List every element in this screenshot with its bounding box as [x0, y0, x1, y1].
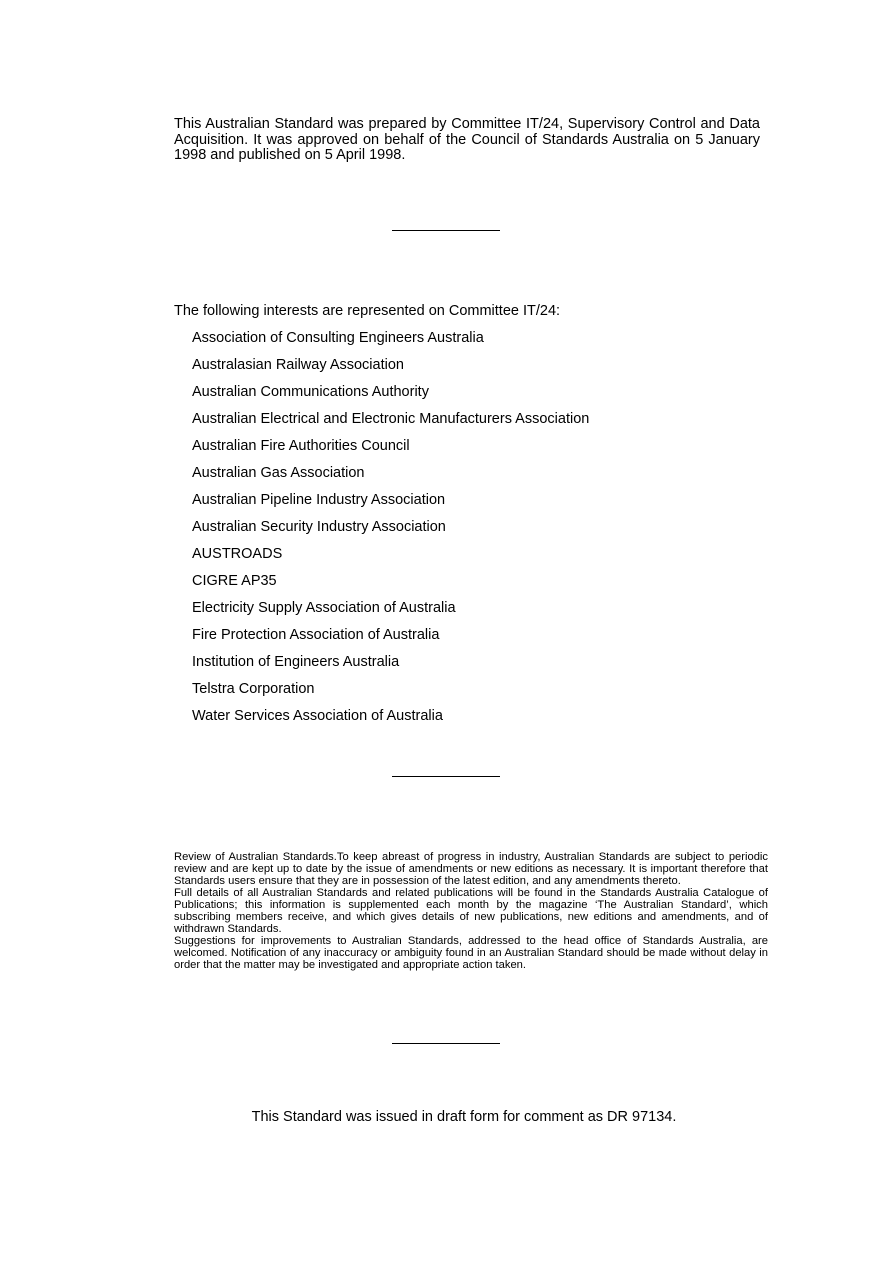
- interest-item: Association of Consulting Engineers Australia: [192, 330, 484, 346]
- committee-interests: [174, 302, 760, 734]
- standards-notice: [174, 851, 768, 971]
- interest-item: Telstra Corporation: [192, 681, 315, 697]
- review-paragraph: Review of Australian Standards.To keep abreast of progress in industry, Australian Standards are subject to periodic review and are kept up to date by the issue of amendments or new editions as necessary. It is important therefore that Standards users ensure that they are in possession of the latest edition, and any amendments thereto.: [174, 851, 768, 887]
- interest-item: Australian Electrical and Electronic Manufacturers Association: [192, 411, 590, 427]
- interest-item: Australian Pipeline Industry Association: [192, 492, 446, 508]
- interest-item: Australian Communications Authority: [192, 384, 429, 400]
- interest-item: Water Services Association of Australia: [192, 708, 443, 724]
- interest-item: AUSTROADS: [192, 546, 283, 562]
- section-divider: [392, 1043, 500, 1044]
- interest-item: Electricity Supply Association of Australia: [192, 600, 456, 616]
- interest-item: Australasian Railway Association: [192, 357, 404, 373]
- interests-list: [174, 329, 760, 734]
- interest-item: Institution of Engineers Australia: [192, 654, 400, 670]
- section-divider: [392, 230, 500, 231]
- details-paragraph: Full details of all Australian Standards and related publications will be found in the Standards Australia Catalogue of Publications; this information is supplemented each month by the magazine ‘The Australian Standard’, which subscribing members receive, and which gives details of new publications, new editions and amendments, and of withdrawn Standards.: [174, 887, 768, 935]
- interest-item: Australian Security Industry Association: [192, 519, 446, 535]
- draft-statement: This Standard was issued in draft form for comment as DR 97134.: [251, 1109, 677, 1125]
- interest-item: Australian Fire Authorities Council: [192, 438, 410, 454]
- section-divider: [392, 776, 500, 777]
- interests-heading: The following interests are represented on Committee IT/24:: [174, 303, 561, 319]
- approval-statement: This Australian Standard was prepared by Committee IT/24, Supervisory Control and Data Acquisition. It was approved on behalf of the Council of Standards Australia on 5 January 1998 and published on 5 April 1998.: [174, 116, 760, 163]
- interest-item: CIGRE AP35: [192, 573, 277, 589]
- interest-item: Australian Gas Association: [192, 465, 365, 481]
- interest-item: Fire Protection Association of Australia: [192, 627, 440, 643]
- suggestions-paragraph: Suggestions for improvements to Australian Standards, addressed to the head office of Standards Australia, are welcomed. Notification of any inaccuracy or ambiguity found in an Australian Standard should be made without delay in order that the matter may be investigated and appropriate action taken.: [174, 935, 768, 971]
